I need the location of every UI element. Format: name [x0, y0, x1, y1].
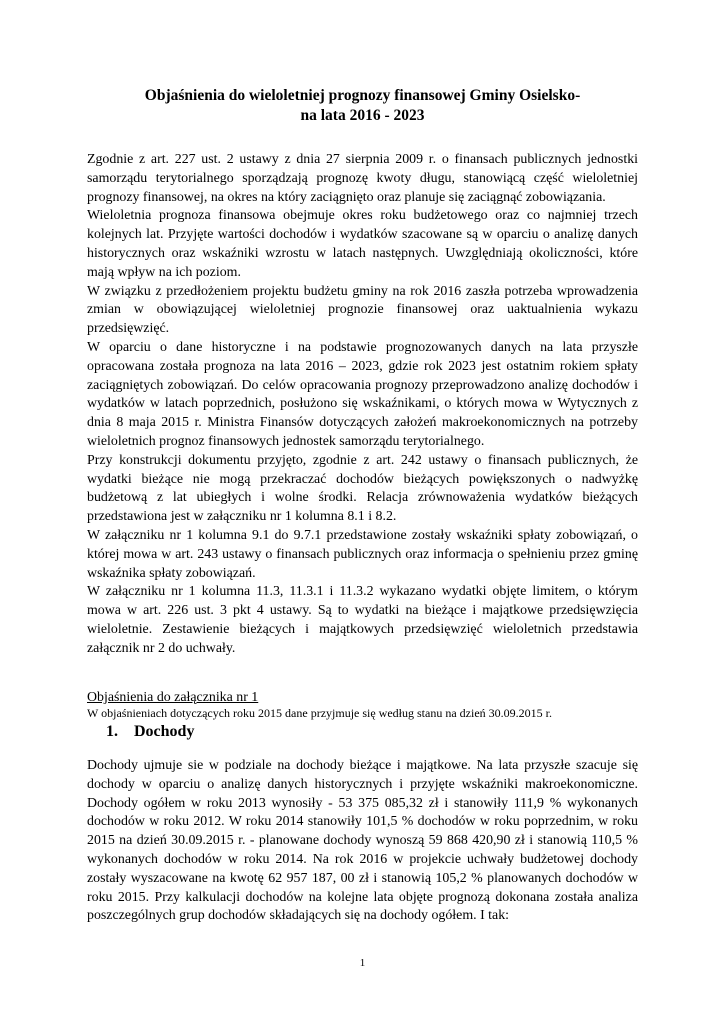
- document-title: [0, 86, 725, 126]
- paragraph: W załączniku nr 1 kolumna 11.3, 11.3.1 i 11.3.2 wykazano wydatki objęte limitem, o którym mowa w art. 226 ust. 3 pkt 4 ustawy. Są to wydatki na bieżące i majątkowe przedsięwzięcia wieloletnie. Zestawienie bieżących i majątkowych przedsięwzięć wieloletnich przedstawia załącznik nr 2 do uchwały.: [87, 584, 638, 656]
- paragraph: W załączniku nr 1 kolumna 9.1 do 9.7.1 przedstawione zostały wskaźniki spłaty zobowiązań, o której mowa w art. 243 ustawy o finansach publicznych oraz informacja o spełnieniu przez gminę wskaźnika spłaty zobowiązań.: [87, 527, 638, 581]
- appendix-note: W objaśnieniach dotyczących roku 2015 dane przyjmuje się według stanu na dzień 30.09.2015 r.: [87, 706, 552, 720]
- paragraph: W związku z przedłożeniem projektu budżetu gminy na rok 2016 zaszła potrzeba wprowadzenia zmian w obowiązującej wieloletniej prognozie finansowej oraz uaktualnienia wykazu przedsięwzięć.: [87, 283, 638, 337]
- paragraph: Przy konstrukcji dokumentu przyjęto, zgodnie z art. 242 ustawy o finansach publicznych, że wydatki bieżące nie mogą przekraczać dochodów bieżących powiększonych o nadwyżkę budżetową z lat ubiegłych i wolne środki. Relacja zrównoważenia wydatków bieżących przedstawiona jest w załączniku nr 1 kolumna 8.1 i 8.2.: [87, 452, 638, 525]
- section-title: Dochody: [134, 723, 195, 740]
- section-body-dochody: [87, 757, 638, 926]
- paragraph: Dochody ujmuje sie w podziale na dochody bieżące i majątkowe. Na lata przyszłe szacuje się dochody w oparciu o analizę danych historycznych i przyjęte wskaźniki makroekonomiczne. Dochody ogółem w roku 2013 wynosiły - 53 375 085,32 zł i stanowiły 111,9 % wykonanych dochodów w roku 2012. W roku 2014 stanowiły 101,5 % dochodów w roku poprzednim, w roku 2015 na dzień 30.09.2015 r. - planowane dochody wynoszą 59 868 420,90 zł i stanowią 110,5 % wykonanych dochodów w roku 2014. Na rok 2016 w projekcie uchwały budżetowej dochody zostały wyszacowane na kwotę 62 957 187, 00 zł i stanowią 105,2 % planowanych dochodów w roku 2015. Przy kalkulacji dochodów na kolejne lata objęte prognozą dokonana została analiza poszczególnych grup dochodów składających się na dochody ogółem. I tak:: [87, 758, 638, 924]
- section-number: 1.: [106, 723, 118, 740]
- paragraph: W oparciu o dane historyczne i na podstawie prognozowanych danych na lata przyszłe opracowana została prognoza na lata 2016 – 2023, gdzie rok 2023 jest ostatnim rokiem spłaty zaciągniętych zobowiązań. Do celów opracowania prognozy przeprowadzono analizę dochodów i wydatków w latach poprzednich, posłużono się wskaźnikami, o których mowa w Wytycznych z dnia 8 maja 2015 r. Ministra Finansów dotyczących założeń makroekonomicznych na potrzeby wieloletnich prognoz finansowych jednostek samorządu terytorialnego.: [87, 339, 638, 449]
- page-number: 1: [359, 957, 366, 969]
- paragraph: Wieloletnia prognoza finansowa obejmuje okres roku budżetowego oraz co najmniej trzech kolejnych lat. Przyjęte wartości dochodów i wydatków szacowane są w oparciu o analizę danych historycznych oraz wskaźniki wzrostu w latach następnych. Uwzględniają okoliczności, które mają wpływ na ich poziom.: [87, 208, 638, 280]
- title-line-1: Objaśnienia do wieloletniej prognozy finansowej Gminy Osielsko-: [144, 87, 581, 104]
- paragraph: Zgodnie z art. 227 ust. 2 ustawy z dnia 27 sierpnia 2009 r. o finansach publicznych jednostki samorządu terytorialnego sporządzają prognozę kwoty długu, stanowiącą część wieloletniej prognozy finansowej, na okres na który zaciągnięto oraz planuje się zaciągnąć zobowiązania.: [87, 152, 638, 205]
- intro-body: [87, 151, 638, 659]
- section-heading-dochody: [106, 721, 194, 743]
- appendix-heading: Objaśnienia do załącznika nr 1: [87, 690, 259, 705]
- appendix-explanation: [87, 689, 638, 720]
- title-line-2: na lata 2016 - 2023: [300, 107, 425, 124]
